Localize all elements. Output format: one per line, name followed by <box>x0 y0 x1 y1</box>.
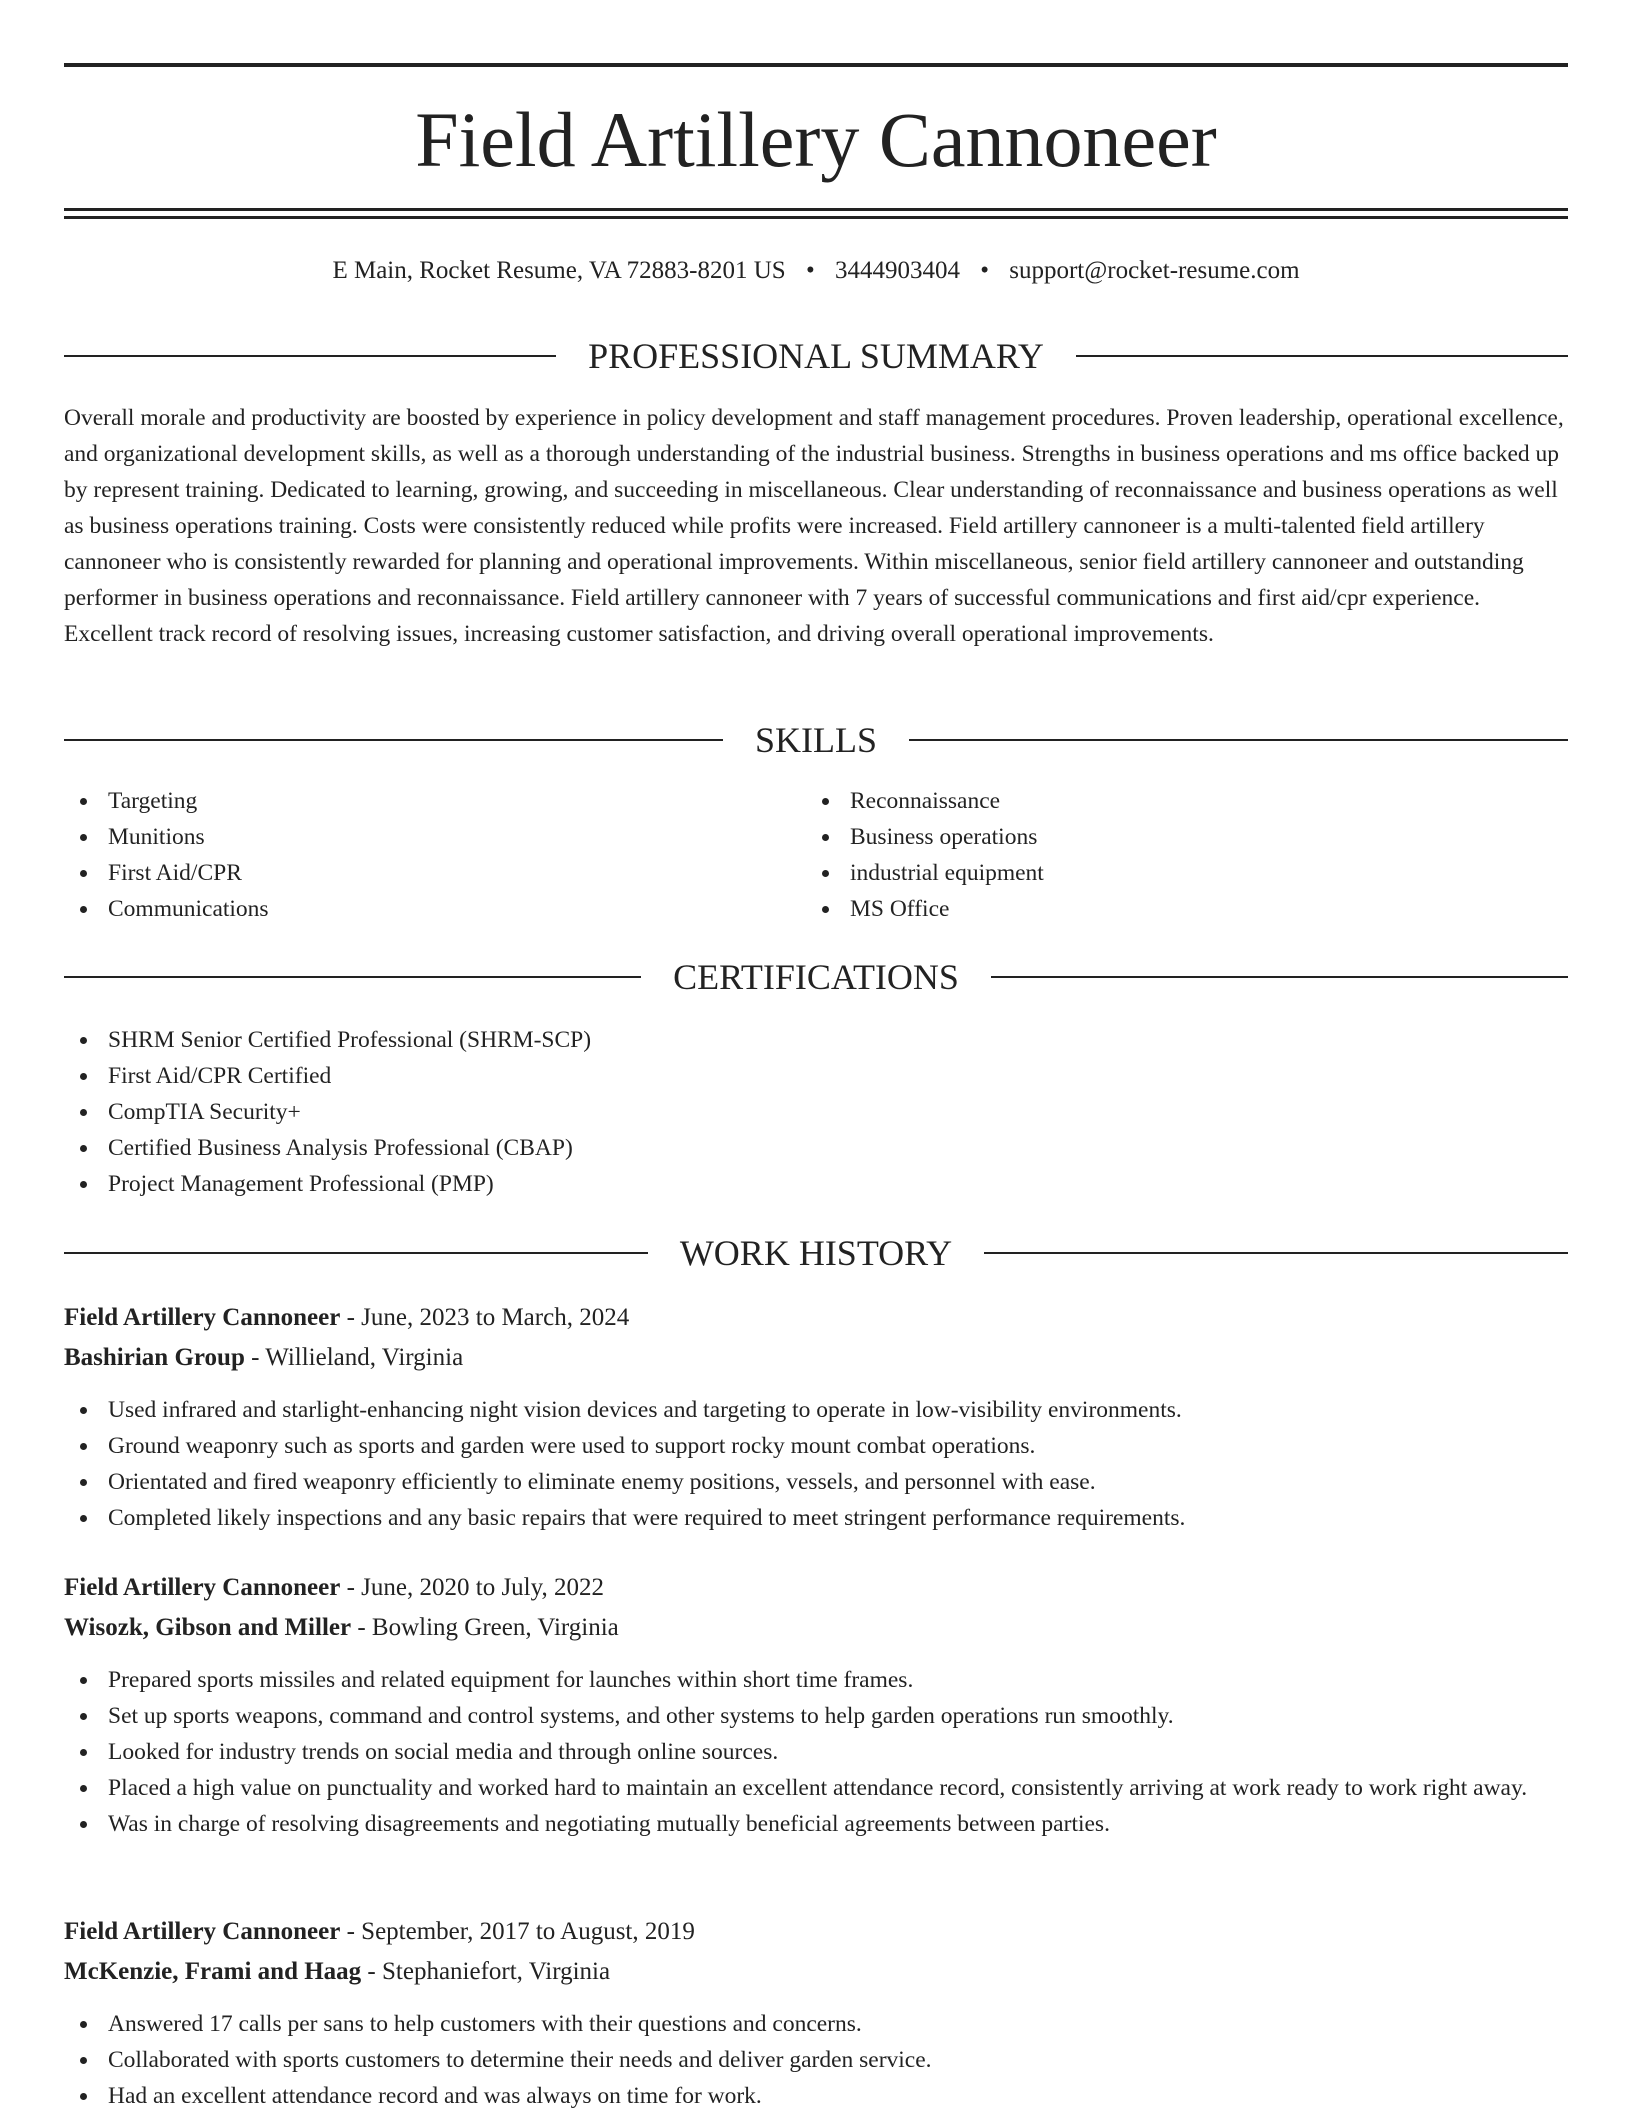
heading-rule <box>909 739 1568 741</box>
certification-item: Certified Business Analysis Professional (CBAP) <box>64 1130 1568 1166</box>
title-rule-upper <box>64 208 1568 211</box>
contact-phone: 3444903404 <box>834 257 960 284</box>
skill-item: Munitions <box>64 819 764 855</box>
certifications-list <box>64 1022 1568 1202</box>
resume-title: Field Artillery Cannoneer <box>415 96 1217 183</box>
certification-item: CompTIA Security+ <box>64 1094 1568 1130</box>
job-title: Field Artillery Cannoneer <box>64 1574 341 1601</box>
job-company-line: Wisozk, Gibson and Miller - Bowling Green, Virginia <box>64 1614 619 1641</box>
skill-item: Reconnaissance <box>806 783 1506 819</box>
job-duty-item: Prepared sports missiles and related equipment for launches within short time frames. <box>64 1662 1568 1698</box>
job-duty-item: Had an excellent attendance record and was always on time for work. <box>64 2078 1568 2114</box>
heading-rule <box>64 355 556 357</box>
job-duty-item: Placed a high value on punctuality and worked hard to maintain an excellent attendance record, consistently arriving at work ready to work right away. <box>64 1770 1568 1806</box>
skill-item: Communications <box>64 891 764 927</box>
job-duty-item: Was in charge of resolving disagreements and negotiating mutually beneficial agreements between parties. <box>64 1806 1568 1842</box>
job-duty-item: Used infrared and starlight-enhancing night vision devices and targeting to operate in low-visibility environments. <box>64 1392 1568 1428</box>
job-company: Bashirian Group <box>64 1344 245 1371</box>
section-title: CERTIFICATIONS <box>673 957 959 997</box>
heading-rule <box>1076 355 1568 357</box>
job-duty-item: Completed likely inspections and any basic repairs that were required to meet stringent performance requirements. <box>64 1500 1568 1536</box>
job-location: Willieland, Virginia <box>265 1344 464 1371</box>
skill-item: MS Office <box>806 891 1506 927</box>
job-company: McKenzie, Frami and Haag <box>64 1958 362 1985</box>
job-location: Stephaniefort, Virginia <box>382 1958 611 1985</box>
skill-item: Targeting <box>64 783 764 819</box>
certification-item: Project Management Professional (PMP) <box>64 1166 1568 1202</box>
job-company: Wisozk, Gibson and Miller <box>64 1614 352 1641</box>
job-dates: June, 2023 to March, 2024 <box>361 1304 630 1331</box>
section-heading-certifications <box>64 955 1568 999</box>
top-rule <box>64 63 1568 67</box>
job-dates: June, 2020 to July, 2022 <box>361 1574 604 1601</box>
job-company-line: Bashirian Group - Willieland, Virginia <box>64 1344 464 1371</box>
contact-separator: • <box>805 257 815 284</box>
contact-email[interactable]: support@rocket-resume.com <box>1009 257 1300 284</box>
job-company-line: McKenzie, Frami and Haag - Stephaniefort, Virginia <box>64 1958 611 1985</box>
heading-rule <box>984 1252 1568 1254</box>
job-duty-item: Set up sports weapons, command and control systems, and other systems to help garden operations run smoothly. <box>64 1698 1568 1734</box>
job-duties <box>64 1392 1568 1536</box>
job-title: Field Artillery Cannoneer <box>64 1918 341 1945</box>
job-title: Field Artillery Cannoneer <box>64 1304 341 1331</box>
certification-item: SHRM Senior Certified Professional (SHRM-SCP) <box>64 1022 1568 1058</box>
section-heading-work-history <box>64 1231 1568 1275</box>
skill-item: industrial equipment <box>806 855 1506 891</box>
section-heading-skills <box>64 718 1568 762</box>
job-location: Bowling Green, Virginia <box>371 1614 619 1641</box>
section-title: WORK HISTORY <box>679 1233 953 1273</box>
heading-rule <box>64 976 641 978</box>
summary-text: Overall morale and productivity are boosted by experience in policy development and staff management procedures. Proven leadership, operational excellence, and organizational development skills, as well as a thorough understanding of the industrial business. Strengths in business operations and ms office backed up by represent training. Dedicated to learning, growing, and succeeding in miscellaneous. Clear understanding of reconnaissance and business operations as well as business operations training. Costs were consistently reduced while profits were increased. Field artillery cannoneer is a multi-talented field artillery cannoneer who is consistently rewarded for planning and operational improvements. Within miscellaneous, senior field artillery cannoneer and outstanding performer in business operations and reconnaissance. Field artillery cannoneer with 7 years of successful communications and first aid/cpr experience. Excellent track record of resolving issues, increasing customer satisfaction, and driving overall operational improvements. <box>64 405 1564 647</box>
job-duty-item: Collaborated with sports customers to determine their needs and deliver garden service. <box>64 2042 1568 2078</box>
job-title-line: Field Artillery Cannoneer - September, 2017 to August, 2019 <box>64 1918 695 1945</box>
section-title: PROFESSIONAL SUMMARY <box>588 336 1044 376</box>
skills-column-left <box>64 783 764 927</box>
heading-rule <box>64 739 723 741</box>
job-duties <box>64 1662 1568 1842</box>
heading-rule <box>64 1252 648 1254</box>
job-duties <box>64 2006 1568 2114</box>
job-dates: September, 2017 to August, 2019 <box>361 1918 695 1945</box>
job-duty-item: Looked for industry trends on social media and through online sources. <box>64 1734 1568 1770</box>
contact-separator: • <box>980 257 989 284</box>
heading-rule <box>991 976 1568 978</box>
job-title-line: Field Artillery Cannoneer - June, 2020 to July, 2022 <box>64 1574 604 1601</box>
section-heading-summary <box>64 334 1568 378</box>
contact-line <box>64 254 1568 288</box>
contact-address: E Main, Rocket Resume, VA 72883-8201 US <box>332 257 786 284</box>
certification-item: First Aid/CPR Certified <box>64 1058 1568 1094</box>
skills-column-right <box>806 783 1506 927</box>
section-title: SKILLS <box>755 720 878 760</box>
skill-item: First Aid/CPR <box>64 855 764 891</box>
title-rule-lower <box>64 216 1568 219</box>
job-duty-item: Orientated and fired weaponry efficiently to eliminate enemy positions, vessels, and personnel with ease. <box>64 1464 1568 1500</box>
skill-item: Business operations <box>806 819 1506 855</box>
job-duty-item: Answered 17 calls per sans to help customers with their questions and concerns. <box>64 2006 1568 2042</box>
job-title-line: Field Artillery Cannoneer - June, 2023 to March, 2024 <box>64 1304 630 1331</box>
job-duty-item: Ground weaponry such as sports and garden were used to support rocky mount combat operations. <box>64 1428 1568 1464</box>
